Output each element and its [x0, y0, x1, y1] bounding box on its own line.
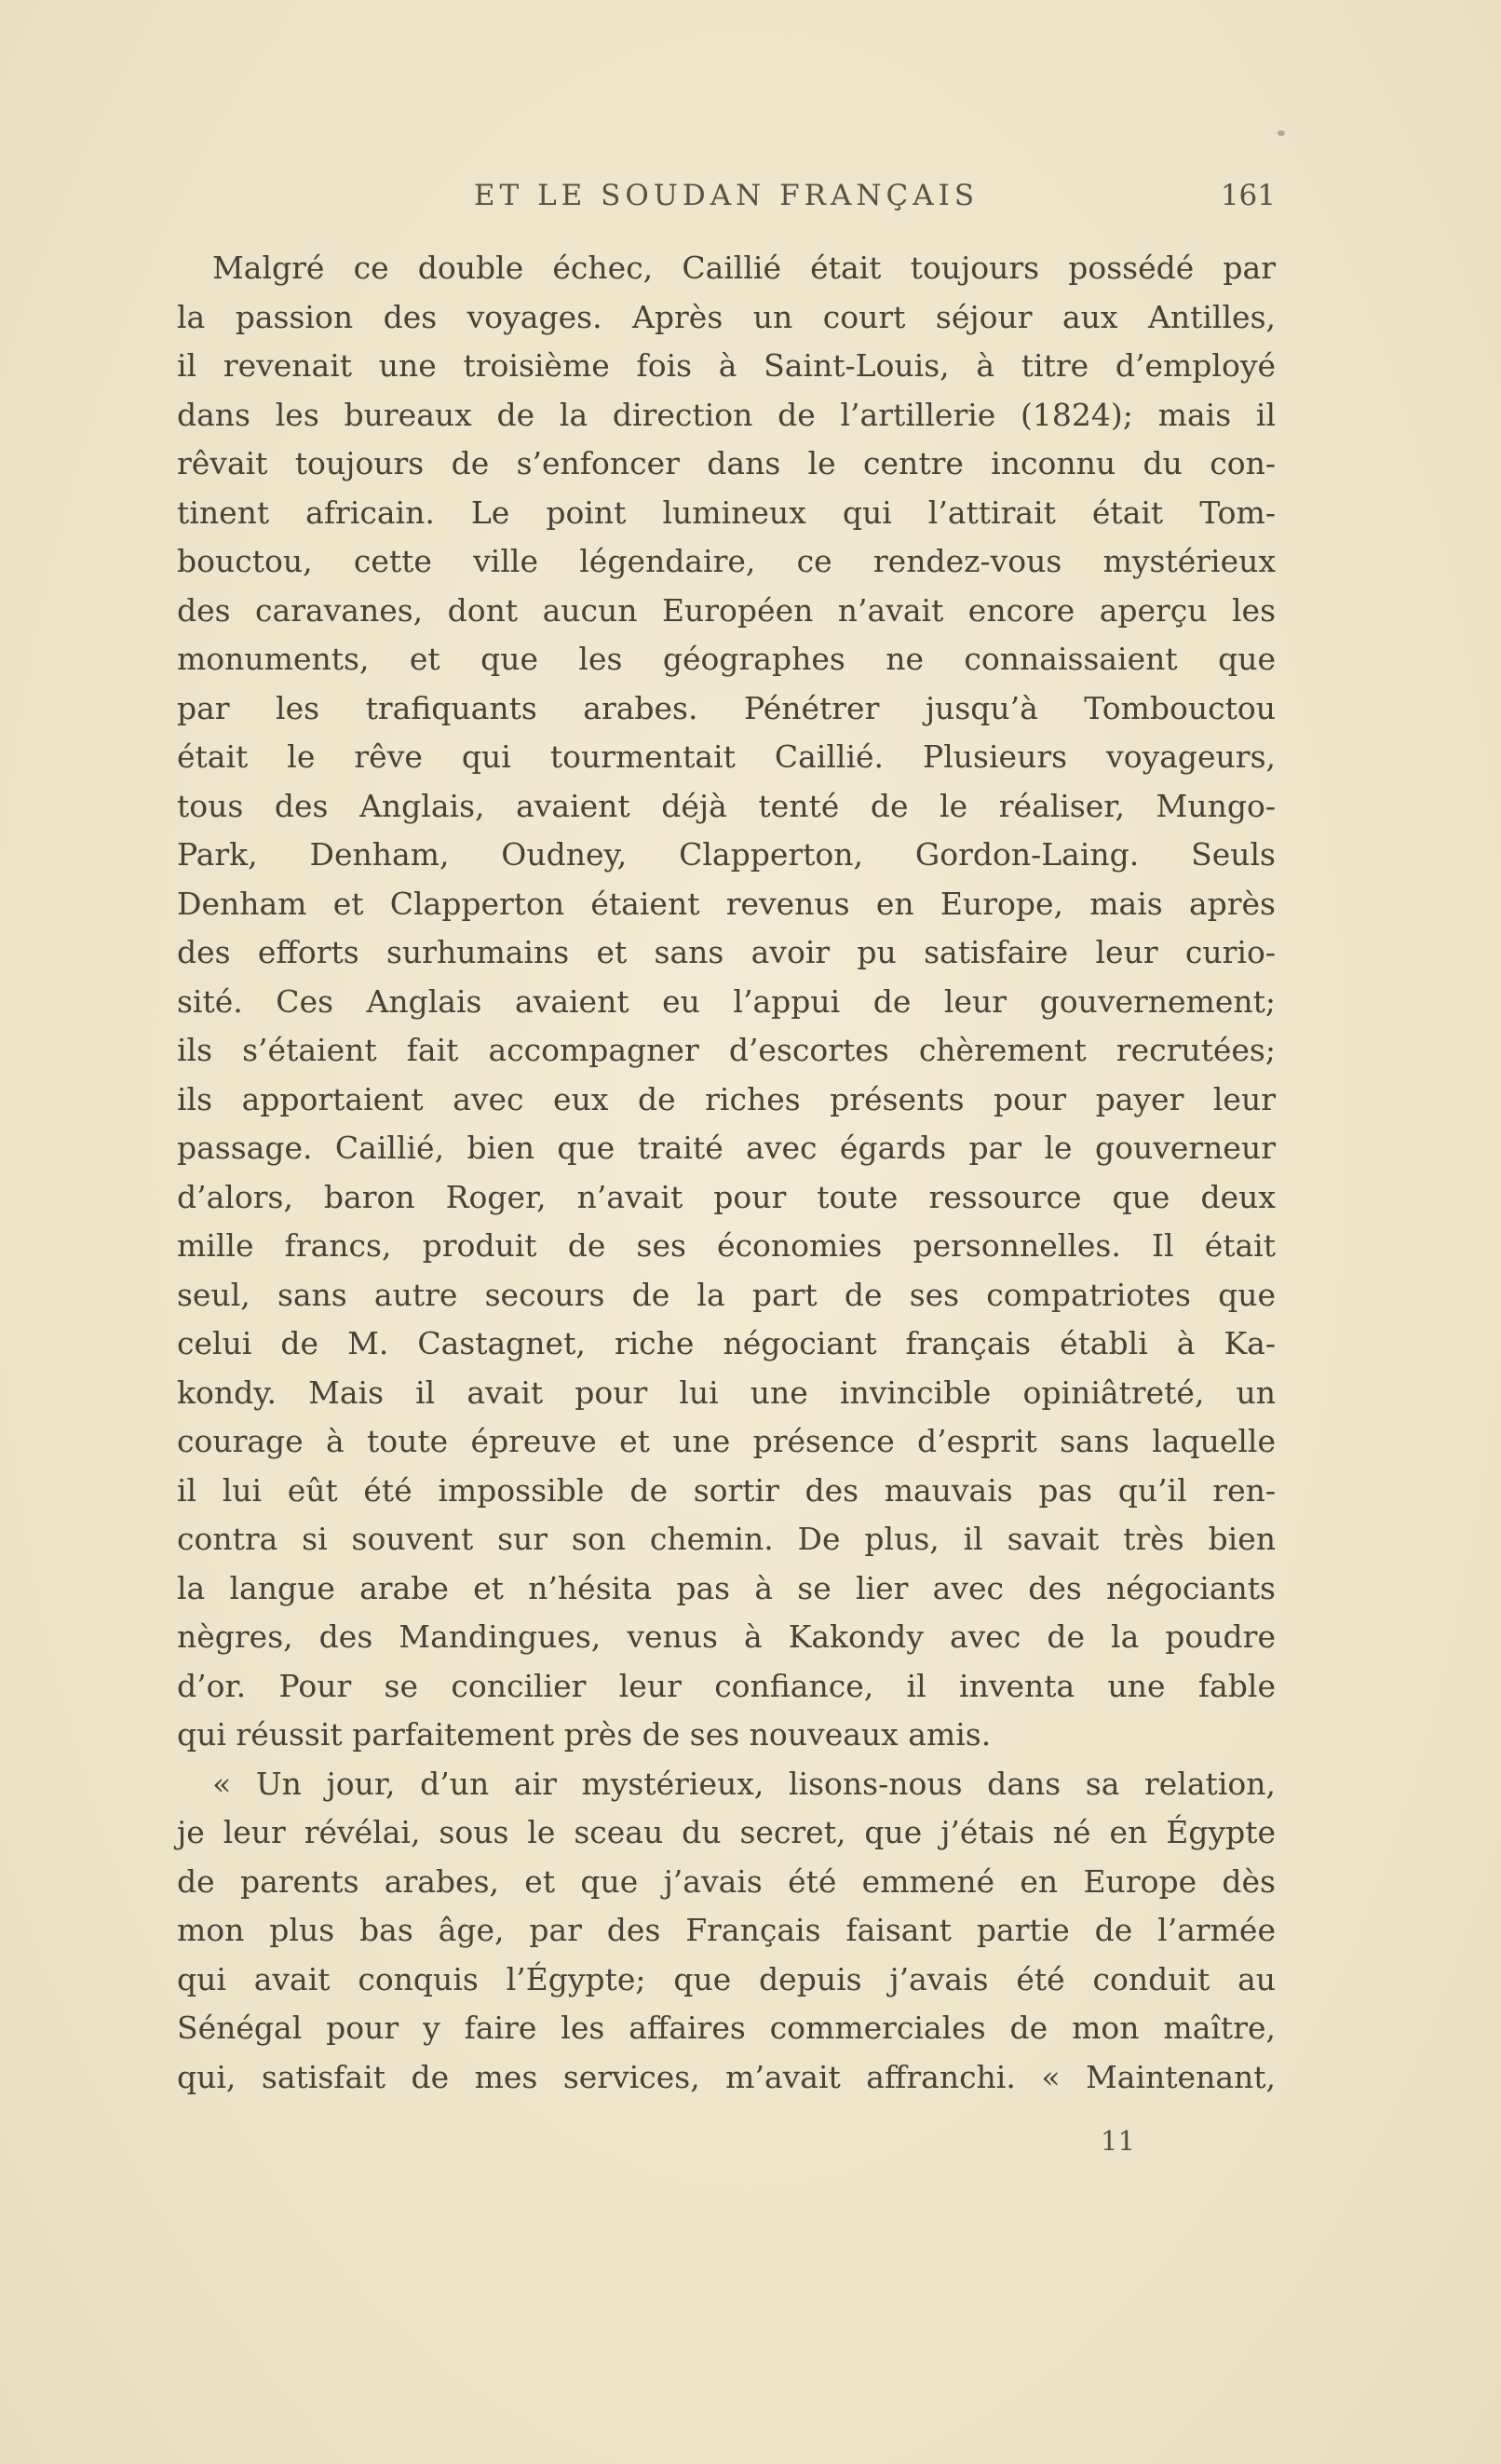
- text-line: contra si souvent sur son chemin. De plus, il savait très bien: [177, 1521, 1276, 1557]
- text-line: nègres, des Mandingues, venus à Kakondy avec de la poudre: [177, 1618, 1276, 1655]
- text-line: « Un jour, d’un air mystérieux, lisons-nous dans sa relation,: [212, 1765, 1276, 1802]
- text-line: était le rêve qui tourmentait Caillié. Plusieurs voyageurs,: [177, 738, 1276, 775]
- text-line: passage. Caillié, bien que traité avec égards par le gouverneur: [177, 1130, 1276, 1166]
- text-line: il lui eût été impossible de sortir des mauvais pas qu’il ren-: [177, 1471, 1276, 1509]
- text-line: par les trafiquants arabes. Pénétrer jusqu’à Tombouctou: [177, 689, 1276, 726]
- page-number: 161: [1220, 179, 1276, 212]
- text-line: kondy. Mais il avait pour lui une invincible opiniâtreté, un: [177, 1374, 1276, 1411]
- text-line: d’alors, baron Roger, n’avait pour toute ressource que deux: [177, 1178, 1276, 1215]
- text-line: ils apportaient avec eux de riches présents pour payer leur: [177, 1080, 1276, 1117]
- body-text: [177, 244, 1276, 2102]
- text-line: Denham et Clapperton étaient revenus en Europe, mais après: [177, 885, 1276, 922]
- text-line: mon plus bas âge, par des Français faisant partie de l’armée: [177, 1912, 1276, 1948]
- text-line: d’or. Pour se concilier leur confiance, il inventa une fable: [177, 1667, 1276, 1704]
- text-line: qui réussit parfaitement près de ses nouveaux amis.: [177, 1716, 992, 1753]
- text-line: je leur révélai, sous le sceau du secret, que j’étais né en Égypte: [177, 1814, 1276, 1850]
- text-line: tous des Anglais, avaient déjà tenté de le réaliser, Mungo-: [177, 787, 1276, 824]
- text-line: de parents arabes, et que j’avais été emmené en Europe dès: [177, 1862, 1276, 1900]
- text-line: bouctou, cette ville légendaire, ce rendez-vous mystérieux: [177, 543, 1276, 579]
- text-line: sité. Ces Anglais avaient eu l’appui de leur gouvernement;: [177, 982, 1276, 1020]
- text-line: mille francs, produit de ses économies personnelles. Il était: [177, 1227, 1276, 1264]
- text-line: ils s’étaient fait accompagner d’escortes chèrement recrutées;: [177, 1032, 1276, 1068]
- text-line: rêvait toujours de s’enfoncer dans le centre inconnu du con-: [177, 445, 1276, 481]
- page-header: [177, 179, 1276, 220]
- paper-speck: [1278, 130, 1285, 136]
- text-line: Malgré ce double échec, Caillié était toujours possédé par: [212, 250, 1276, 286]
- text-line: celui de M. Castagnet, riche négociant français établi à Ka-: [177, 1325, 1276, 1361]
- text-line: qui avait conquis l’Égypte; que depuis j’avais été conduit au: [177, 1960, 1276, 1997]
- text-line: la passion des voyages. Après un court séjour aux Antilles,: [177, 298, 1276, 335]
- text-line: monuments, et que les géographes ne connaissaient que: [177, 641, 1276, 677]
- text-line: Sénégal pour y faire les affaires commerciales de mon maître,: [177, 2010, 1276, 2046]
- text-line: qui, satisfait de mes services, m’avait affranchi. « Maintenant,: [177, 2058, 1276, 2095]
- text-line: la langue arabe et n’hésita pas à se lier avec des négociants: [177, 1569, 1276, 1606]
- running-head: ET LE SOUDAN FRANÇAIS: [473, 179, 980, 212]
- text-line: des caravanes, dont aucun Européen n’avait encore aperçu les: [177, 591, 1276, 629]
- text-line: seul, sans autre secours de la part de ses compatriotes que: [177, 1276, 1276, 1313]
- signature-mark: 11: [1101, 2125, 1135, 2157]
- text-line: dans les bureaux de la direction de l’artillerie (1824); mais il: [177, 396, 1276, 433]
- text-line: des efforts surhumains et sans avoir pu satisfaire leur curio-: [177, 934, 1276, 970]
- text-line: il revenait une troisième fois à Saint-Louis, à titre d’employé: [177, 347, 1276, 384]
- text-line: tinent africain. Le point lumineux qui l’attirait était Tom-: [177, 494, 1276, 531]
- text-line: Park, Denham, Oudney, Clapperton, Gordon-Laing. Seuls: [177, 836, 1276, 873]
- text-line: courage à toute épreuve et une présence d’esprit sans laquelle: [177, 1423, 1276, 1459]
